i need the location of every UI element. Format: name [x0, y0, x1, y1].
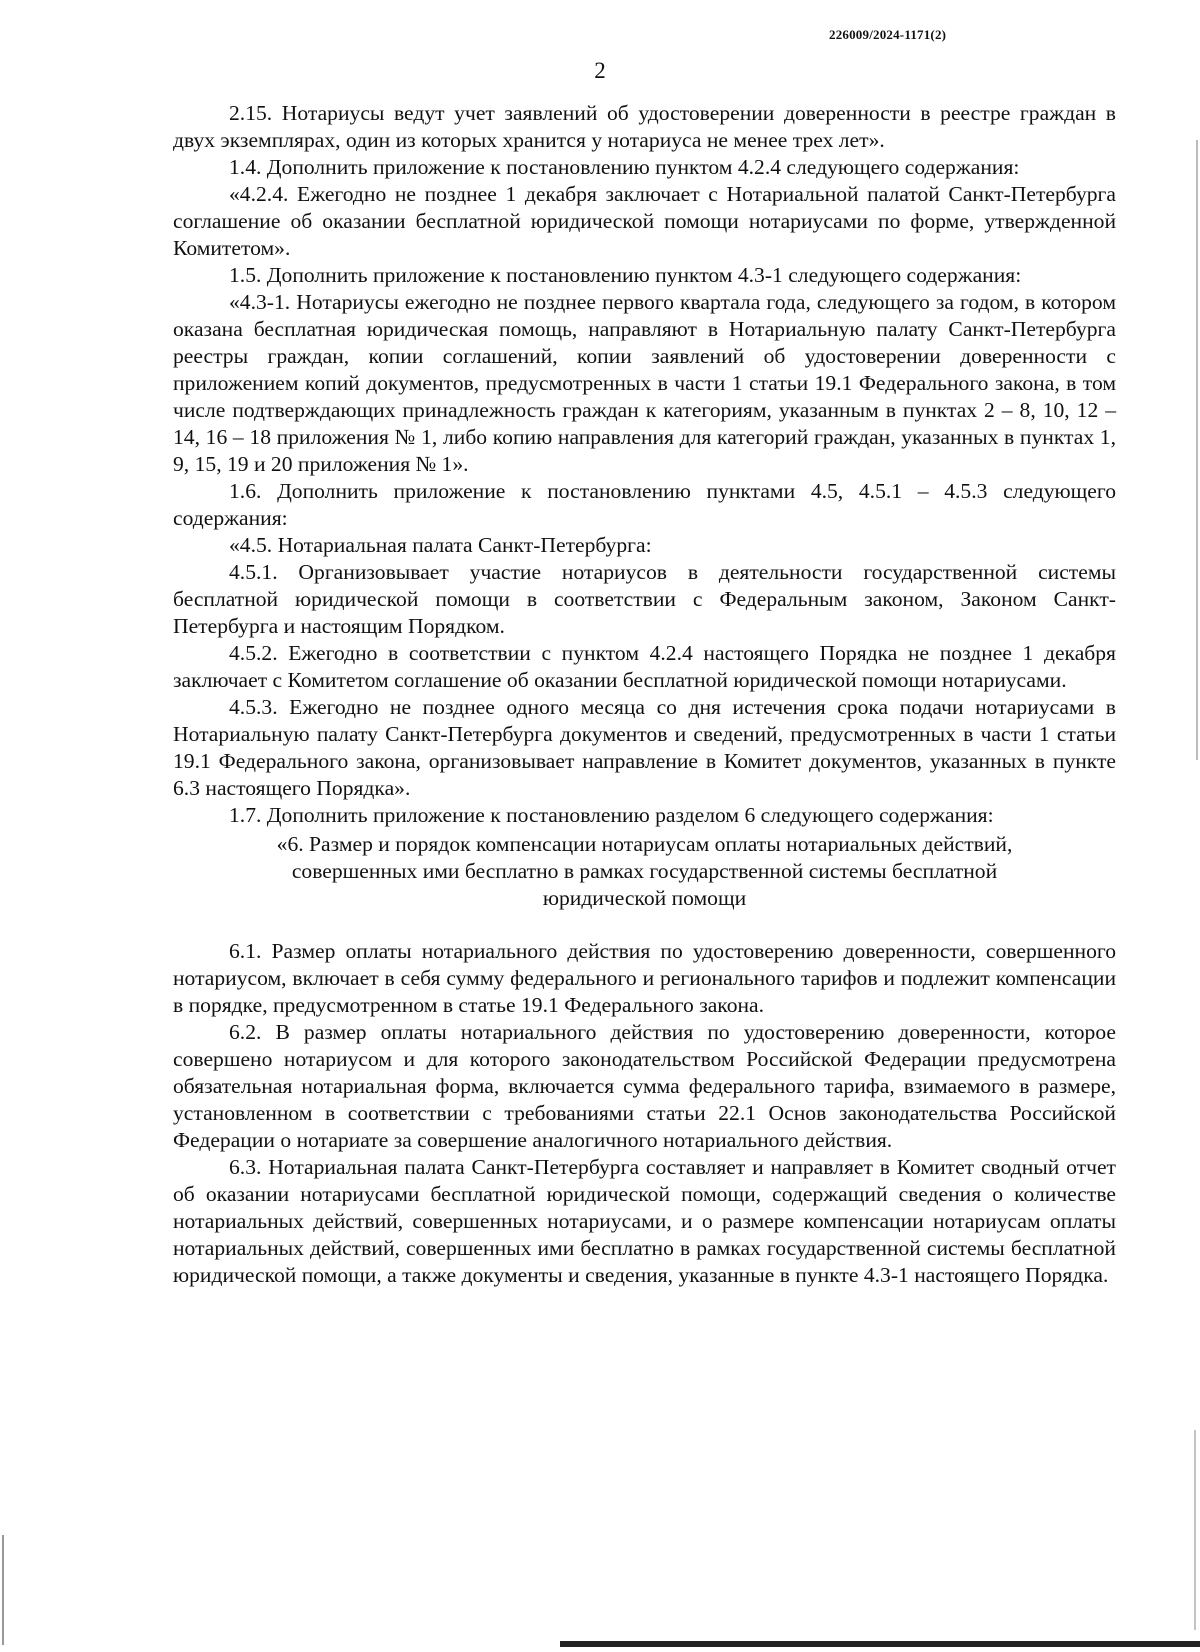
scan-edge-mark [2, 1535, 4, 1645]
document-id: 226009/2024-1171(2) [829, 27, 947, 42]
scan-bottom-edge [560, 1641, 1200, 1647]
paragraph-4-3-1: «4.3-1. Нотариусы ежегодно не позднее первого квартала года, следующего за годом, в котором оказана бесплатная юридическая помощь, направляют в Нотариальную палату Санкт-Петербурга реестры граждан, копии соглашений, копии заявлений об удостоверении доверенности с приложением копий документов, предусмотренных в части 1 статьи 19.1 Федерального закона, в том числе подтверждающих принадлежность граждан к категориям, указанным в пунктах 2 – 8, 10, 12 – 14, 16 – 18 приложения № 1, либо копию направления для категорий граждан, указанных в пунктах 1, 9, 15, 19 и 20 приложения № 1». [173, 290, 1116, 476]
paragraph-4-5-3: 4.5.3. Ежегодно не позднее одного месяца со дня истечения срока подачи нотариусами в Нотариальную палату Санкт-Петербурга документов и сведений, предусмотренных в части 1 статьи 19.1 Федерального закона, организовывает направление в Комитет документов, указанных в пункте 6.3 настоящего Порядка». [173, 695, 1116, 800]
paragraph-4-5: «4.5. Нотариальная палата Санкт-Петербурга: [229, 533, 652, 557]
page-number: 2 [594, 58, 606, 83]
paragraph-6-1: 6.1. Размер оплаты нотариального действия по удостоверению доверенности, совершенного нотариусом, включает в себя сумму федерального и регионального тарифов и подлежит компенсации в порядке, предусмотренном в статье 19.1 Федерального закона. [173, 939, 1116, 1017]
paragraph-1-5: 1.5. Дополнить приложение к постановлению пунктом 4.3-1 следующего содержания: [229, 263, 1022, 287]
scan-edge-mark [1196, 140, 1198, 760]
paragraph-4-5-2: 4.5.2. Ежегодно в соответствии с пунктом 4.2.4 настоящего Порядка не позднее 1 декабря заключает с Комитетом соглашение об оказании бесплатной юридической помощи нотариусами. [173, 641, 1116, 692]
scan-edge-mark [1194, 1430, 1196, 1630]
paragraph-1-7: 1.7. Дополнить приложение к постановлению разделом 6 следующего содержания: [229, 803, 994, 827]
section-6-title [173, 831, 1116, 912]
paragraph-1-4: 1.4. Дополнить приложение к постановлению пунктом 4.2.4 следующего содержания: [229, 155, 1020, 179]
section-title-line: «6. Размер и порядок компенсации нотариусам оплаты нотариальных действий, [276, 832, 1013, 856]
paragraph-6-3: 6.3. Нотариальная палата Санкт-Петербурга составляет и направляет в Комитет сводный отчет об оказании нотариусами бесплатной юридической помощи, содержащий сведения о количестве нотариальных действий, совершенных нотариусами, и о размере компенсации нотариусам оплаты нотариальных действий, совершенных ими бесплатно в рамках государственной системы бесплатной юридической помощи, а также документы и сведения, указанные в пункте 4.3-1 настоящего Порядка. [173, 1155, 1116, 1287]
paragraph-1-6: 1.6. Дополнить приложение к постановлению пунктами 4.5, 4.5.1 – 4.5.3 следующего содержания: [173, 479, 1116, 530]
paragraph-4-2-4: «4.2.4. Ежегодно не позднее 1 декабря заключает с Нотариальной палатой Санкт-Петербурга соглашение об оказании бесплатной юридической помощи нотариусами по форме, утвержденной Комитетом». [173, 182, 1116, 260]
paragraph-2-15: 2.15. Нотариусы ведут учет заявлений об удостоверении доверенности в реестре граждан в двух экземплярах, один из которых хранится у нотариуса не менее трех лет». [173, 101, 1116, 152]
section-title-line: совершенных ими бесплатно в рамках государственной системы бесплатной [291, 859, 998, 883]
paragraph-4-5-1: 4.5.1. Организовывает участие нотариусов в деятельности государственной системы бесплатной юридической помощи в соответствии с Федеральным законом, Законом Санкт-Петербурга и настоящим Порядком. [173, 560, 1116, 638]
section-title-line: юридической помощи [542, 886, 747, 910]
document-body [173, 100, 1116, 1289]
paragraph-6-2: 6.2. В размер оплаты нотариального действия по удостоверению доверенности, которое совершено нотариусом и для которого законодательством Российской Федерации предусмотрена обязательная нотариальная форма, включается сумма федерального тарифа, взимаемого в размере, установленном в соответствии с требованиями статьи 22.1 Основ законодательства Российской Федерации о нотариате за совершение аналогичного нотариального действия. [173, 1020, 1116, 1152]
